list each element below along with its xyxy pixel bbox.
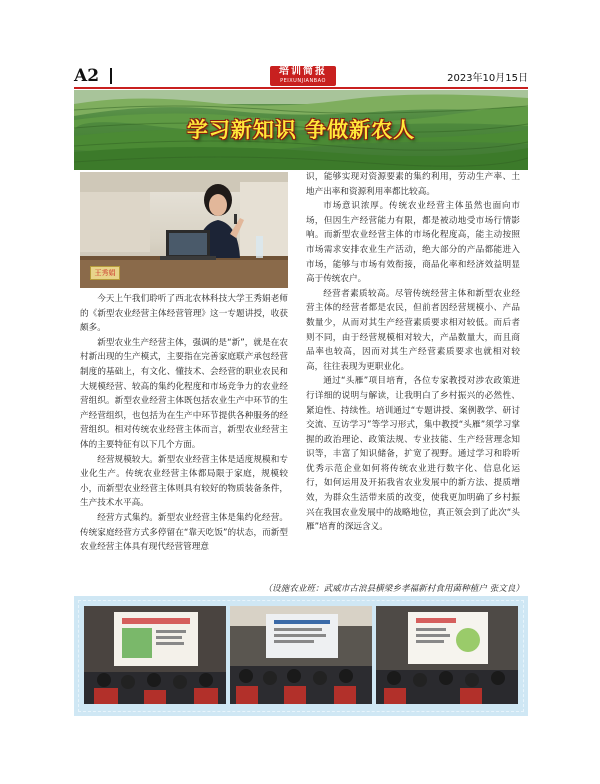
classroom-photo-1 (84, 606, 226, 704)
paragraph: 经营方式集约。新型农业经营主体是集约化经营。传统家庭经营方式多停留在“靠天吃饭”的状态，而新型农业经营主体具有现代经营管理意 (80, 512, 288, 553)
page-header (74, 66, 528, 88)
banner-title: 学习新知识 争做新农人 (186, 118, 416, 142)
classroom-photo-2 (230, 606, 372, 704)
lecture-photo (80, 172, 288, 288)
paragraph: 经营规模较大。新型农业经营主体是适度规模和专业化生产。传统农业经营主体都局限于家庭，规模较小，而新型农业经营主体则具有较好的物质装备条件，生产技术水平高。 (80, 454, 288, 509)
paragraph: 市场意识浓厚。传统农业经营主体虽然也面向市场，但因生产经营能力有限，都是被动地受市场行情影响。而新型农业经营主体的市场化程度高，能主动按照市场需求安排农业生产活动，绝大部分的产品都能进入市场，能够与市场有效衔接，商品化率和经济效益明显高于传统农户。 (306, 201, 520, 285)
nameplate: 王秀娟 (90, 266, 120, 280)
classroom-photo-3 (376, 606, 518, 704)
masthead-pinyin: PEIXUNJIANBAO (280, 78, 326, 84)
article-right-column (306, 170, 520, 535)
page-number-divider (110, 68, 112, 84)
issue-date: 2023年10月15日 (447, 73, 528, 84)
paragraph: 今天上午我们聆听了西北农林科技大学王秀娟老师的《新型农业经营主体经营管理》这一专题讲授，收获颇多。 (80, 294, 288, 334)
paragraph: 经营者素质较高。尽管传统经营主体和新型农业经营主体的经营者都是农民，但前者因经营规模小、产品数量少，从而对其生产经营素质要求相对较低。而后者则不同，由于经营规模相对较大，产品数量大，而且商品率也较高，因而对其生产经营素质要求也就相对较高，往往表现为更职业化。 (306, 288, 520, 372)
paragraph: 通过“头雁”项目培育，各位专家教授对涉农政策进行详细的说明与解读，让我明白了乡村振兴的必然性、紧迫性、持续性。培训通过“专题讲授、案例教学、研讨交流、互访学习”等学习形式，集中教授“头雁”须学习掌握的政治理论、政策法规、专业技能、生产经营理念知识等，丰富了知识储备，扩宽了视野。通过学习和聆听优秀示范企业如何将传统农业进行数字化、信息化运行，如何运用及开拓我省农业发展中的新方法、提质增效，为群众生活带来质的改变，使我更加明确了乡村振兴在我国农业发展中的战略地位，真正领会到了此次“头雁”培育的深远含义。 (306, 376, 520, 533)
masthead-logo (270, 66, 336, 86)
paragraph: 新型农业生产经营主体，强调的是“新”，就是在农村新出现的生产模式，主要指在完善家庭联产承包经营制度的基础上，有文化、懂技术、会经营的职业农民和大规模经营、较高的集约化程度和市场竞争力的农业经营组织。新型农业经营主体既包括农业生产中环节的生产经营组织，也包括为在生产中环节提供各种服务的经营组织。相对传统农业经营主体而言，新型农业经营主体的主要特征有以下几个方面。 (80, 337, 288, 450)
banner-image (74, 90, 528, 170)
paragraph-continuation: 识，能够实现对资源要素的集约利用，劳动生产率、土地产出率和资源利用率都比较高。 (306, 172, 520, 197)
page-number: A2 (74, 66, 100, 86)
masthead-title: 培训简报 (279, 66, 327, 77)
article-left-column (80, 292, 288, 555)
author-credit: （设施农业班：武威市古浪县横梁乡孝福新村食用菌种植户 张文良） (263, 584, 524, 594)
header-rule (74, 87, 528, 89)
